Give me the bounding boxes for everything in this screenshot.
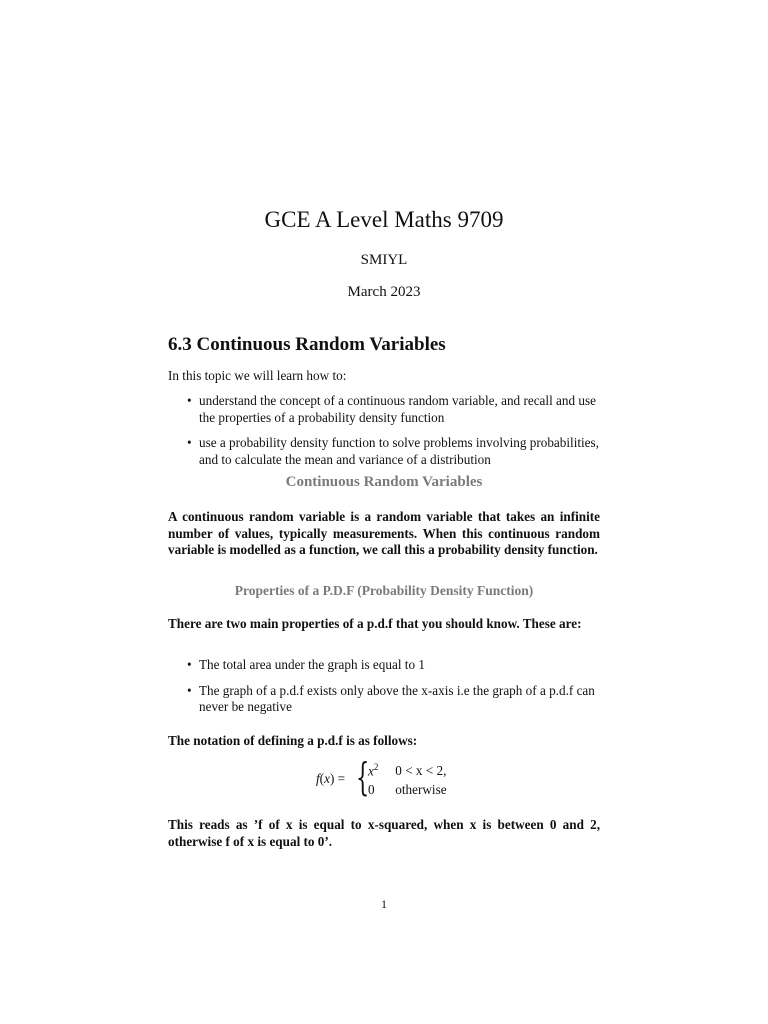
document-date: March 2023 [347, 284, 421, 300]
left-brace-icon: { [356, 755, 370, 799]
objectives-list [168, 393, 600, 468]
close-paren-equals: ) = [329, 771, 346, 786]
section-heading: 6.3 Continuous Random Variables [168, 334, 446, 355]
open-paren: ( [319, 771, 325, 786]
case-1-exponent: 2 [373, 762, 379, 772]
formula-lhs [316, 771, 345, 787]
document-author: SMIYL [360, 252, 408, 268]
list-item [168, 683, 600, 716]
list-item [168, 435, 600, 468]
reading-paragraph: This reads as ’f of x is equal to x-squared, when x is between 0 and 2, otherwise f of x is equal to 0’. [168, 817, 600, 849]
case-1-base: x [368, 763, 374, 779]
bullet-icon: • [187, 393, 192, 408]
properties-list [168, 657, 600, 716]
case-2-value: 0 [368, 782, 375, 797]
formula-case-2 [368, 782, 447, 798]
bullet-icon: • [187, 682, 192, 698]
bullet-icon: • [187, 435, 192, 450]
case-1-value [368, 762, 392, 779]
objective-text: understand the concept of a continuous random variable, and recall and use the properties of a probability density function [199, 393, 596, 425]
pdf-formula [316, 755, 516, 802]
property-text: The total area under the graph is equal to 1 [199, 657, 425, 672]
list-item [168, 393, 600, 426]
function-name: f [316, 771, 320, 786]
case-2-condition: otherwise [395, 782, 447, 797]
function-variable: x [324, 771, 330, 786]
intro-text: In this topic we will learn how to: [168, 368, 347, 383]
case-1-condition: 0 < x < 2, [395, 763, 447, 779]
document-title: GCE A Level Maths 9709 [264, 207, 504, 232]
page-number: 1 [381, 897, 387, 911]
subsection-heading: Continuous Random Variables [285, 474, 483, 490]
bullet-icon: • [187, 657, 192, 672]
notation-intro: The notation of defining a p.d.f is as follows: [168, 733, 418, 748]
properties-heading: Properties of a P.D.F (Probability Density Function) [234, 583, 534, 598]
property-text: The graph of a p.d.f exists only above the x-axis i.e the graph of a p.d.f can never be negative [199, 682, 595, 714]
properties-intro: There are two main properties of a p.d.f that you should know. These are: [168, 616, 582, 631]
definition-paragraph: A continuous random variable is a random variable that takes an infinite number of values, typically measurements. When this continuous random variable is modelled as a function, we call this a probability density function. [168, 509, 600, 557]
list-item [168, 657, 600, 674]
formula-case-1 [368, 762, 446, 779]
objective-text: use a probability density function to solve problems involving probabilities, and to calculate the mean and variance of a distribution [199, 435, 599, 467]
